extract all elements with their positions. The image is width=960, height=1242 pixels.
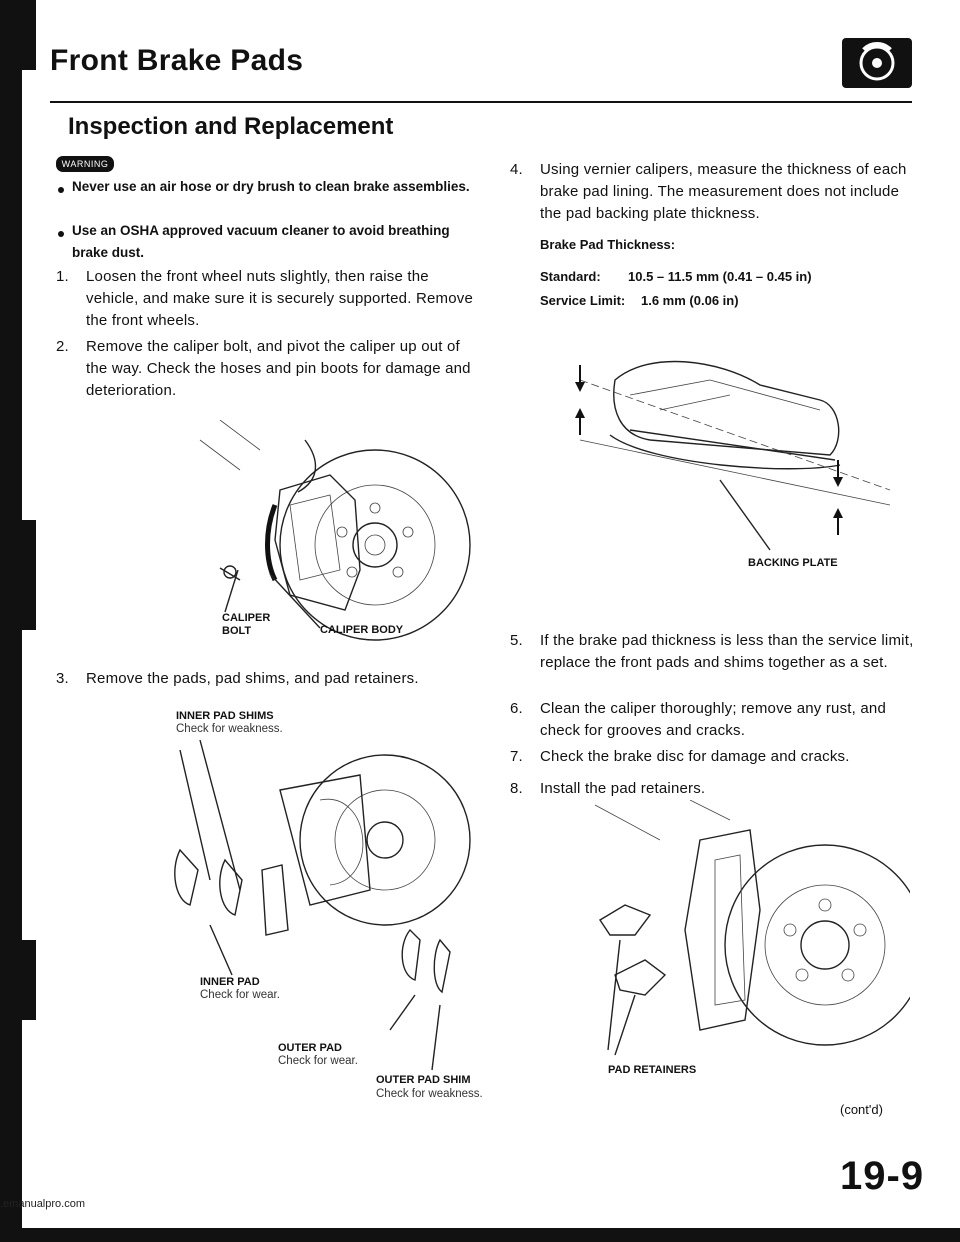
warning-item: Use an OSHA approved vacuum cleaner to avoid breathing brake dust.	[72, 223, 450, 260]
outer-pad-note: Check for wear.	[278, 1055, 358, 1067]
step-text: Using vernier calipers, measure the thickness of each brake pad lining. The measurement does not include the pad backing plate thickness.	[540, 161, 907, 222]
bullet	[58, 231, 64, 237]
step-number: 2.	[56, 338, 69, 355]
step-number: 5.	[510, 632, 523, 649]
spine-tab	[22, 0, 36, 70]
source-url[interactable]: .emanualpro.com	[0, 1198, 85, 1210]
step-number: 1.	[56, 268, 69, 285]
step-text: Remove the pads, pad shims, and pad retainers.	[86, 670, 419, 687]
spec-limit-value: 1.6 mm (0.06 in)	[641, 293, 739, 308]
title-rule	[50, 101, 912, 103]
step-text: Check the brake disc for damage and cracks.	[540, 748, 850, 765]
caliper-body-label: CALIPER BODY	[320, 624, 404, 636]
spec-standard-value: 10.5 – 11.5 mm (0.41 – 0.45 in)	[628, 269, 812, 284]
step-number: 8.	[510, 780, 523, 797]
step-text: If the brake pad thickness is less than the service limit, replace the front pads and shims together as a set.	[540, 632, 914, 671]
pad-retainers-label: PAD RETAINERS	[608, 1064, 697, 1076]
inner-pad-note: Check for wear.	[200, 989, 280, 1001]
backing-plate-label: BACKING PLATE	[748, 557, 838, 569]
step-text: Install the pad retainers.	[540, 780, 706, 797]
section-title: Inspection and Replacement	[68, 113, 394, 140]
spine-tab	[22, 940, 36, 1020]
outer-shim-label: OUTER PAD SHIM	[376, 1074, 471, 1086]
bottom-bar	[0, 1228, 960, 1242]
warning-item: Never use an air hose or dry brush to clean brake assemblies.	[72, 179, 470, 194]
pad-retainers-illustration	[580, 800, 910, 1070]
inner-shims-label: INNER PAD SHIMS	[176, 710, 274, 722]
page-number: 19-9	[840, 1154, 925, 1198]
caliper-bolt-label: CALIPER BOLT	[222, 612, 271, 637]
bullet	[58, 187, 64, 193]
continued-note: (cont'd)	[840, 1102, 883, 1117]
step-text: Clean the caliper thoroughly; remove any rust, and check for grooves and cracks.	[540, 700, 887, 739]
inner-shims-note: Check for weakness.	[176, 723, 283, 735]
inner-pad-label: INNER PAD	[200, 976, 260, 988]
brake-pad-illustration	[570, 340, 890, 560]
brake-disc-icon	[842, 38, 912, 88]
warning-badge: WARNING	[56, 156, 114, 172]
spine-tab	[22, 520, 36, 630]
outer-shim-note: Check for weakness.	[376, 1088, 483, 1100]
step-number: 6.	[510, 700, 523, 717]
step-text: Remove the caliper bolt, and pivot the caliper up out of the way. Check the hoses and pin boots for damage and deterioration.	[86, 338, 471, 399]
step-number: 3.	[56, 670, 69, 687]
step-number: 7.	[510, 748, 523, 765]
step-text: Loosen the front wheel nuts slightly, then raise the vehicle, and make sure it is securely supported. Remove the front wheels.	[86, 268, 474, 329]
spec-heading: Brake Pad Thickness:	[540, 237, 676, 252]
spec-standard-label: Standard:	[540, 269, 601, 284]
binding-spine	[0, 0, 22, 1242]
step-number: 4.	[510, 161, 523, 178]
page-title: Front Brake Pads	[50, 44, 304, 77]
outer-pad-label: OUTER PAD	[278, 1042, 342, 1054]
spec-limit-label: Service Limit:	[540, 293, 626, 308]
